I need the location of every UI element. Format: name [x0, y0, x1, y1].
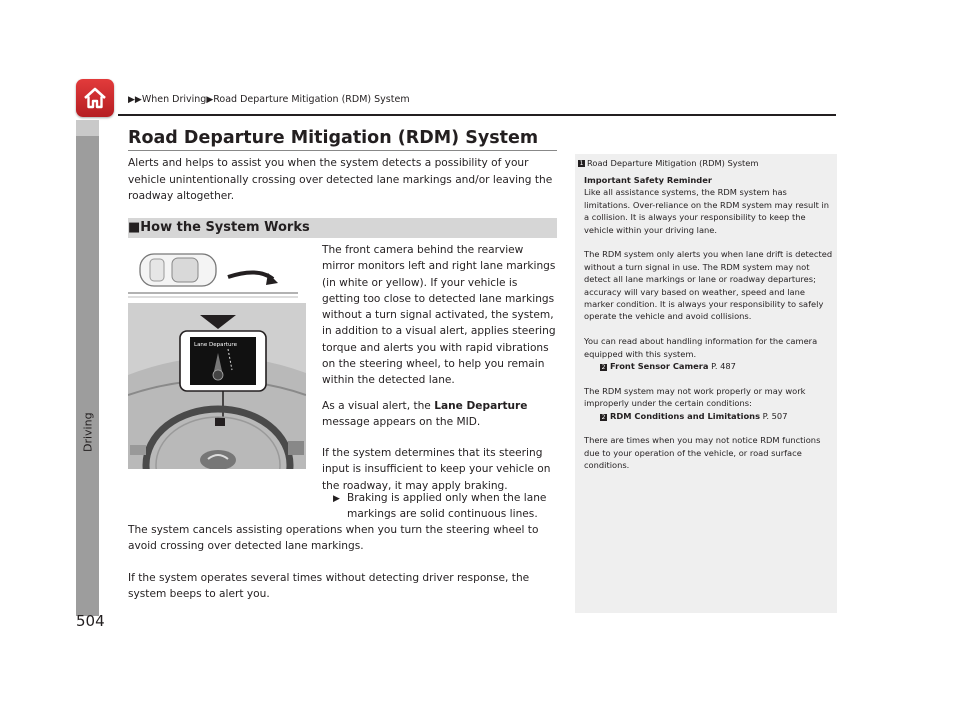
breadcrumb [128, 94, 410, 105]
ref-rdm-conditions[interactable]: 2 RDM Conditions and Limitations P. 507 [601, 410, 788, 421]
sub-note-arrow-icon: ▶ [333, 494, 340, 504]
sidebar-tab [76, 136, 99, 616]
safety-reminder-text: Like all assistance systems, the RDM system has limitations. Over-reliance on the RDM system may result in a collision. It is always your responsibility to keep the vehicle within your driving lane. [584, 187, 830, 235]
home-button[interactable] [76, 79, 114, 117]
page-title: Road Departure Mitigation (RDM) System [128, 128, 539, 148]
intro-paragraph: Alerts and helps to assist you when the system detects a possibility of your vehicle unintentionally crossing over detected lane markings and/or leaving the roadway altogether. [128, 157, 553, 202]
note-number-icon: 1 [579, 160, 584, 167]
section-title: ■How the System Works [128, 220, 310, 235]
reference-icon: 2 [601, 413, 606, 421]
ref-front-sensor-camera[interactable]: 2 Front Sensor Camera P. 487 [601, 361, 736, 372]
body-paragraph-camera: The front camera behind the rearview mirror monitors left and right lane markings (in white or yellow). If your vehicle is getting too close to detected lane markings without a turn signal activated, the system, in addition to a visual alert, applies steering torque and alerts you with rapid vibrations on the steering wheel, to help you remain within the detected lane. [322, 244, 556, 387]
safety-reminder-title: Important Safety Reminder [584, 175, 712, 185]
home-icon [81, 84, 109, 112]
note-paragraph-camera: You can read about handling information for the camera equipped with this system. [584, 336, 818, 359]
page-number: 504 [76, 612, 105, 630]
body-paragraph-braking: If the system determines that its steering input is insufficient to keep your vehicle on the roadway, it may apply braking. [322, 447, 551, 492]
body-paragraph-cancel: The system cancels assisting operations when you turn the steering wheel to avoid crossing over detected lane markings. [128, 524, 539, 553]
breadcrumb-separator: ▶ [206, 95, 214, 105]
reference-icon: 2 [601, 364, 606, 372]
lane-departure-term: Lane Departure [434, 400, 528, 412]
breadcrumb-arrow: ▶▶ [128, 95, 142, 105]
body-paragraph-visual-alert: As a visual alert, the Lane Departure message appears on the MID. [322, 400, 528, 429]
car-top-view-icon [140, 254, 216, 286]
note-paragraph-conditions: The RDM system may not work properly or may work improperly under the certain conditions: [584, 385, 806, 409]
rdm-illustration [128, 245, 306, 469]
breadcrumb-link-when-driving[interactable]: When Driving [141, 94, 207, 105]
title-rule [128, 150, 557, 151]
braking-sub-note: ▶ Braking is applied only when the lane markings are solid continuous lines. [333, 492, 547, 521]
mid-message-text: Lane Departure [194, 342, 237, 348]
note-paragraph-notice: There are times when you may not notice RDM functions due to your operation of the vehicle, or road surface conditions. [584, 435, 821, 471]
breadcrumb-current[interactable]: Road Departure Mitigation (RDM) System [213, 94, 410, 105]
body-paragraph-beeps: If the system operates several times without detecting driver response, the system beeps to alert you. [128, 572, 530, 601]
sidebar-tab-top [76, 120, 99, 136]
header-rule [118, 114, 836, 116]
sidebar-label: Driving [81, 412, 95, 452]
note-paragraph-alerts: The RDM system only alerts you when lane drift is detected without a turn signal in use. The RDM system may not detect all lane markings or lane or roadway departures; accuracy will vary based on weather, speed and lane marker condition. It is always your responsibility to safely operate the vehicle and avoid collisions. [584, 249, 833, 322]
side-note-body [584, 174, 834, 484]
side-note-heading: 1 Road Departure Mitigation (RDM) System [579, 158, 759, 168]
